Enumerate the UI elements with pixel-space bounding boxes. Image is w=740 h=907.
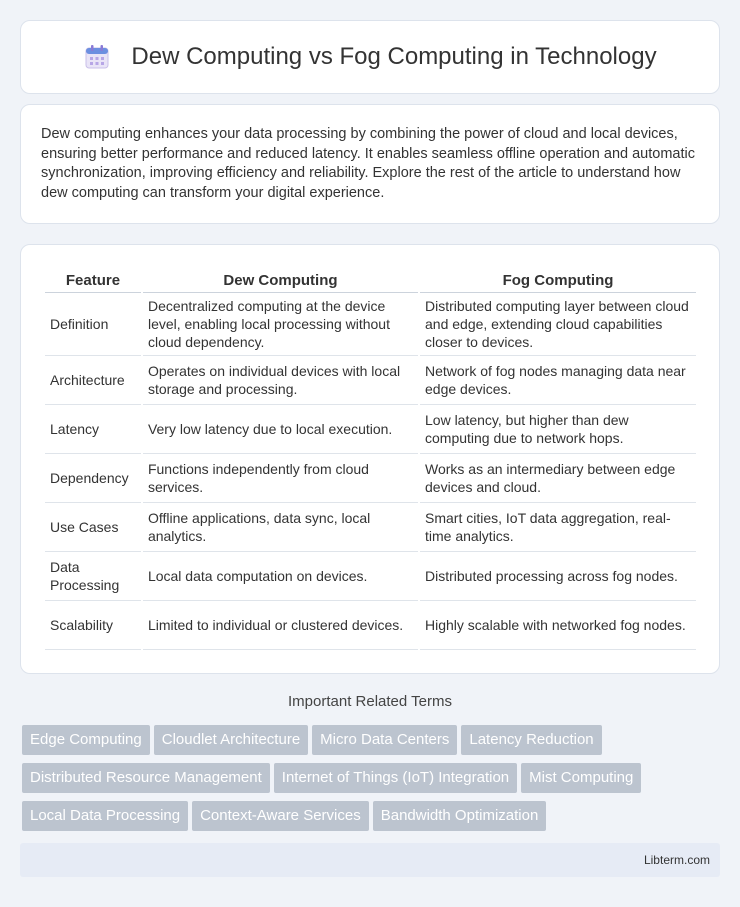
row-fog: Works as an intermediary between edge devices and cloud. [420, 454, 696, 503]
row-dew: Functions independently from cloud services. [143, 454, 418, 503]
related-terms [22, 725, 722, 839]
row-dew: Offline applications, data sync, local analytics. [143, 503, 418, 552]
term-tag[interactable]: Latency Reduction [461, 725, 601, 755]
row-feature: Use Cases [45, 503, 141, 552]
calendar-icon [83, 43, 111, 71]
term-tag[interactable]: Edge Computing [22, 725, 150, 755]
comparison-table [43, 265, 698, 650]
intro-text: Dew computing enhances your data processing by combining the power of cloud and local devices, ensuring better performance and reduced latency. It enables seamless offline operation and automatic synchronization, improving efficiency and reliability. Explore the rest of the article to understand how dew computing can transform your digital experience. [41, 126, 695, 201]
term-tag[interactable]: Micro Data Centers [312, 725, 457, 755]
table-row [45, 405, 696, 454]
header-dew: Dew Computing [143, 265, 418, 293]
footer-site[interactable]: Libterm.com [643, 853, 710, 867]
row-fog: Distributed computing layer between cloud and edge, extending cloud capabilities closer to devices. [420, 293, 696, 356]
footer [20, 843, 720, 877]
table-row [45, 503, 696, 552]
table-row [45, 454, 696, 503]
table-row [45, 552, 696, 601]
row-dew: Very low latency due to local execution. [143, 405, 418, 454]
row-feature: Definition [45, 293, 141, 356]
term-tag[interactable]: Bandwidth Optimization [373, 801, 547, 831]
row-fog: Highly scalable with networked fog nodes. [420, 601, 696, 650]
row-feature: Scalability [45, 601, 141, 650]
row-fog: Network of fog nodes managing data near edge devices. [420, 356, 696, 405]
term-tag[interactable]: Distributed Resource Management [22, 763, 270, 793]
row-feature: Latency [45, 405, 141, 454]
term-tag[interactable]: Internet of Things (IoT) Integration [274, 763, 517, 793]
term-tag[interactable]: Local Data Processing [22, 801, 188, 831]
row-fog: Distributed processing across fog nodes. [420, 552, 696, 601]
row-fog: Low latency, but higher than dew computing due to network hops. [420, 405, 696, 454]
title-card [20, 20, 720, 94]
header-fog: Fog Computing [420, 265, 696, 293]
row-feature: Data Processing [45, 552, 141, 601]
table-row [45, 293, 696, 356]
row-feature: Architecture [45, 356, 141, 405]
row-dew: Decentralized computing at the device level, enabling local processing without cloud dependency. [143, 293, 418, 356]
intro-card [20, 104, 720, 224]
row-dew: Local data computation on devices. [143, 552, 418, 601]
table-header-row [45, 265, 696, 293]
term-tag[interactable]: Cloudlet Architecture [154, 725, 308, 755]
term-tag[interactable]: Mist Computing [521, 763, 641, 793]
comparison-card [20, 244, 720, 674]
page-title: Dew Computing vs Fog Computing in Technology [131, 43, 657, 70]
related-terms-title: Important Related Terms [288, 693, 452, 710]
table-row [45, 601, 696, 650]
row-dew: Operates on individual devices with local storage and processing. [143, 356, 418, 405]
row-dew: Limited to individual or clustered devices. [143, 601, 418, 650]
row-fog: Smart cities, IoT data aggregation, real-time analytics. [420, 503, 696, 552]
table-row [45, 356, 696, 405]
term-tag[interactable]: Context-Aware Services [192, 801, 369, 831]
row-feature: Dependency [45, 454, 141, 503]
header-feature: Feature [45, 265, 141, 293]
